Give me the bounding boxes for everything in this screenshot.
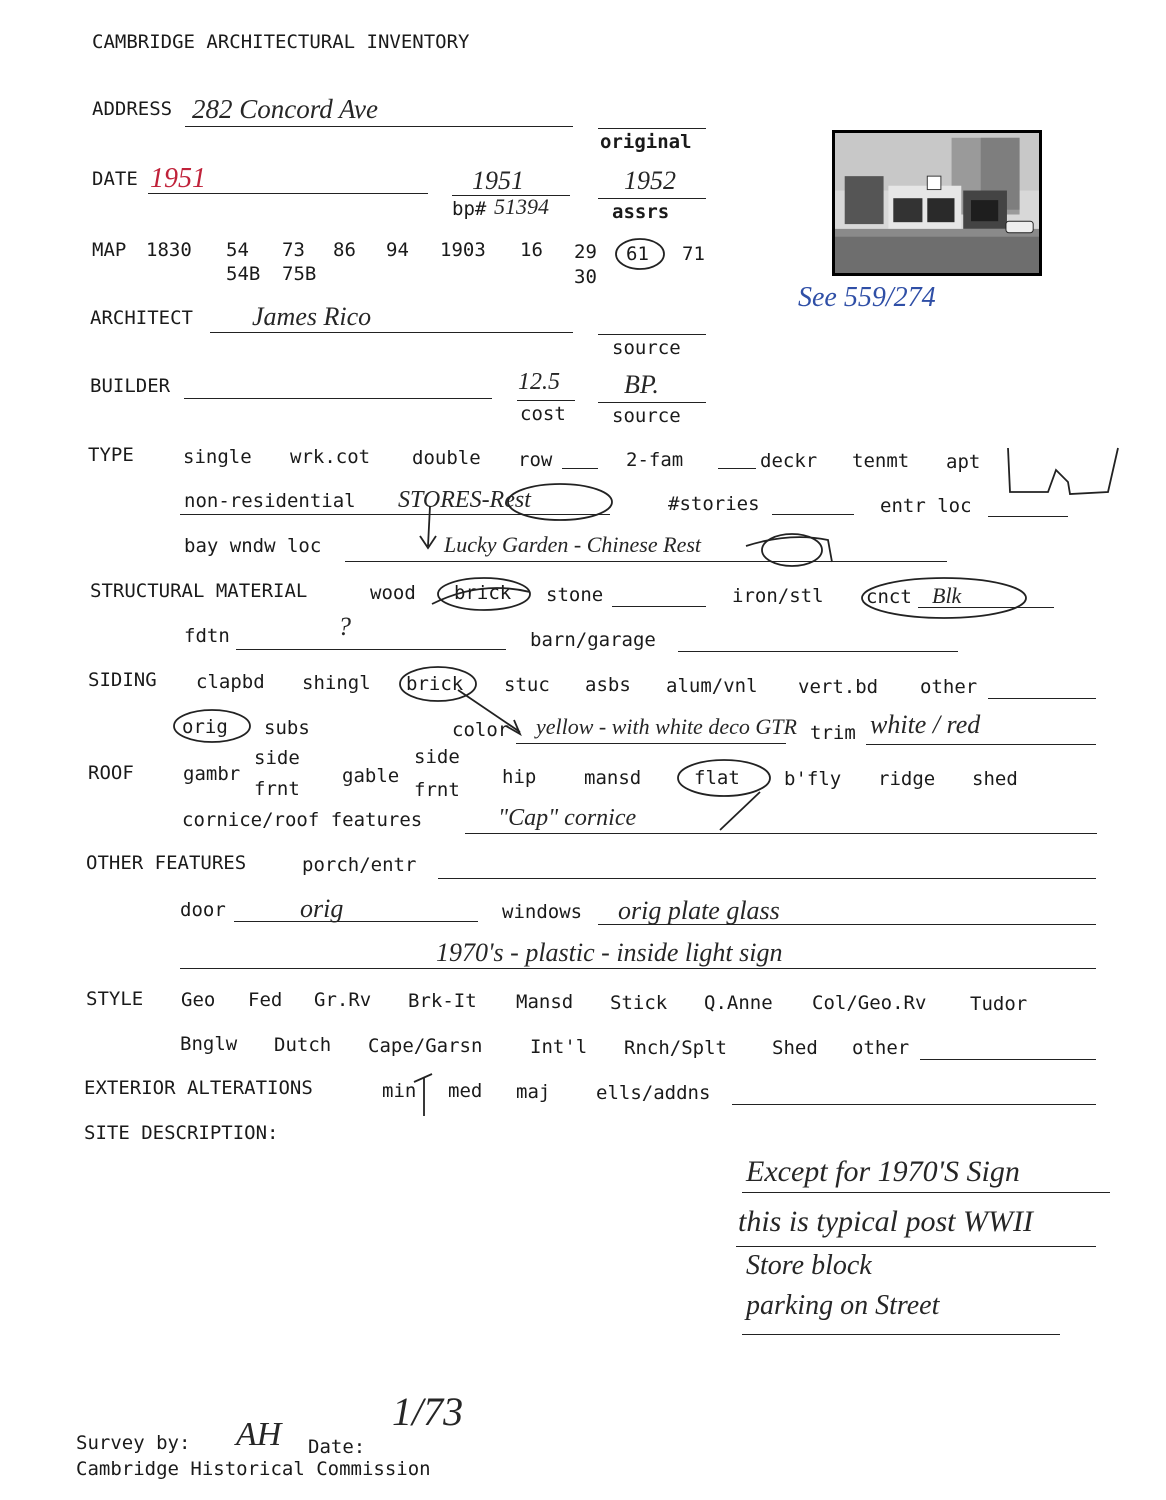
style-shed: Shed (772, 1037, 818, 1059)
color-label: color (452, 719, 510, 741)
roof-label: ROOF (88, 762, 134, 784)
site-note-2: this is typical post WWII (738, 1205, 1033, 1238)
style-mansd: Mansd (516, 991, 574, 1013)
bp-year: 1951 (472, 166, 524, 195)
style-colgeorv: Col/Geo.Rv (812, 992, 927, 1014)
stories-label: #stories (668, 493, 760, 515)
barn-label: barn/garage (530, 629, 656, 651)
date2-value: 1/73 (392, 1389, 464, 1434)
siding-clapbd: clapbd (196, 671, 265, 693)
fdtn-value: ? (338, 612, 351, 641)
style-rnch: Rnch/Splt (624, 1037, 727, 1059)
map-label: MAP (92, 239, 127, 261)
subs-label: subs (264, 717, 310, 739)
map-30: 30 (574, 266, 597, 288)
source-label-2: source (612, 405, 681, 427)
structural-iron: iron/stl (732, 585, 824, 607)
alteration-ells: ells/addns (596, 1082, 711, 1104)
alteration-med: med (448, 1080, 483, 1102)
roof-gable-side: side (414, 746, 460, 768)
style-fed: Fed (248, 989, 283, 1011)
roof-ridge: ridge (878, 768, 936, 790)
map-61: 61 (626, 243, 649, 265)
bay-window-label: bay wndw loc (184, 535, 322, 557)
entr-loc-label: entr loc (880, 495, 972, 517)
map-54b: 54B (226, 263, 261, 285)
bay-window-value: Lucky Garden - Chinese Rest (444, 532, 702, 557)
building-photo (832, 130, 1042, 276)
map-54: 54 (226, 239, 249, 261)
address-label: ADDRESS (92, 98, 173, 120)
siding-alum: alum/vnl (666, 675, 758, 697)
windows-note: 1970's - plastic - inside light sign (436, 938, 783, 967)
windows-label: windows (502, 901, 583, 923)
non-residential-value: STORES-Rest (398, 487, 531, 513)
style-intl: Int'l (530, 1036, 588, 1058)
commission-label: Cambridge Historical Commission (76, 1458, 431, 1480)
siding-other: other (920, 676, 978, 698)
cnct-value: Blk (932, 583, 962, 608)
site-description-label: SITE DESCRIPTION: (84, 1122, 279, 1144)
structural-cnct: cnct (866, 586, 912, 608)
other-features-label: OTHER FEATURES (86, 852, 247, 874)
non-residential-label: non-residential (184, 490, 356, 512)
map-71: 71 (682, 243, 705, 265)
style-qanne: Q.Anne (704, 992, 773, 1014)
roof-gable: gable (342, 765, 400, 787)
date-value: 1951 (150, 163, 206, 194)
mark-min (414, 1074, 432, 1116)
style-tudor: Tudor (970, 993, 1028, 1015)
assrs-label: assrs (612, 201, 670, 223)
map-75b: 75B (282, 263, 317, 285)
roof-mansd: mansd (584, 767, 642, 789)
cost-label: cost (520, 403, 566, 425)
date-label: DATE (92, 168, 138, 190)
roof-hip: hip (502, 766, 537, 788)
roof-bfly: b'fly (784, 768, 842, 790)
siding-vertbd: vert.bd (798, 676, 879, 698)
trim-value: white / red (870, 710, 981, 739)
builder-label: BUILDER (90, 375, 171, 397)
assrs-year: 1952 (624, 166, 676, 195)
windows-value: orig plate glass (618, 896, 780, 925)
map-16: 16 (520, 239, 543, 261)
structural-wood: wood (370, 582, 416, 604)
roof-gambr-frnt: frnt (254, 778, 300, 800)
siding-stuc: stuc (504, 674, 550, 696)
door-value: orig (300, 894, 344, 923)
see-note: See 559/274 (798, 282, 936, 313)
door-label: door (180, 899, 226, 921)
original-label: original (600, 131, 692, 153)
cornice-label: cornice/roof features (182, 809, 423, 831)
siding-label: SIDING (88, 669, 157, 691)
source-label-1: source (612, 337, 681, 359)
type-apt: apt (946, 451, 981, 473)
siding-asbs: asbs (585, 674, 631, 696)
structural-label: STRUCTURAL MATERIAL (90, 580, 308, 602)
structural-stone: stone (546, 584, 604, 606)
map-86: 86 (333, 239, 356, 261)
trim-label: trim (810, 722, 856, 744)
siding-brick: brick (406, 673, 464, 695)
site-note-4: parking on Street (746, 1290, 940, 1321)
style-dutch: Dutch (274, 1034, 332, 1056)
type-double: double (412, 447, 481, 469)
alterations-label: EXTERIOR ALTERATIONS (84, 1077, 313, 1099)
structural-brick: brick (454, 582, 512, 604)
alteration-maj: maj (516, 1081, 551, 1103)
bp-label: bp# (452, 198, 487, 220)
color-value: yellow - with white deco GTR (536, 714, 797, 739)
roof-flat: flat (694, 767, 740, 789)
bracket-lucky-garden (746, 537, 832, 562)
source-value: BP. (624, 370, 659, 399)
type-wrkcot: wrk.cot (290, 446, 371, 468)
type-2fam: 2-fam (626, 449, 684, 471)
form-title: CAMBRIDGE ARCHITECTURAL INVENTORY (92, 31, 470, 53)
siding-shingl: shingl (302, 672, 371, 694)
style-stick: Stick (610, 992, 668, 1014)
porch-label: porch/entr (302, 854, 417, 876)
roof-gambr-side: side (254, 747, 300, 769)
style-other: other (852, 1037, 910, 1059)
alteration-min: min (382, 1080, 417, 1102)
map-29: 29 (574, 241, 597, 263)
map-1830: 1830 (146, 239, 192, 261)
type-row: row (518, 449, 553, 471)
style-label: STYLE (86, 988, 144, 1010)
architect-value: James Rico (252, 302, 372, 331)
fdtn-label: fdtn (184, 625, 230, 647)
style-cape: Cape/Garsn (368, 1035, 483, 1057)
style-geo: Geo (181, 989, 216, 1011)
type-single: single (183, 446, 252, 468)
survey-label: Survey by: (76, 1432, 191, 1454)
address-value: 282 Concord Ave (192, 94, 378, 124)
arrow-flat-cornice (720, 792, 760, 830)
cornice-value: "Cap" cornice (498, 805, 637, 831)
survey-value: AH (236, 1416, 282, 1453)
style-grrv: Gr.Rv (314, 989, 372, 1011)
map-1903: 1903 (440, 239, 486, 261)
roof-shed: shed (972, 768, 1018, 790)
type-deckr: deckr (760, 450, 818, 472)
style-brkit: Brk-It (408, 990, 477, 1012)
type-tenmt: tenmt (852, 450, 910, 472)
site-note-1: Except for 1970'S Sign (746, 1155, 1020, 1188)
site-note-3: Store block (746, 1250, 872, 1281)
bp-number: 51394 (494, 194, 549, 219)
bracket-apt (1008, 448, 1118, 494)
style-bnglw: Bnglw (180, 1033, 238, 1055)
cost-value: 12.5 (518, 369, 560, 395)
date2-label: Date: (308, 1436, 366, 1458)
architect-label: ARCHITECT (90, 307, 193, 329)
roof-gable-frnt: frnt (414, 779, 460, 801)
type-label: TYPE (88, 444, 134, 466)
orig-label: orig (182, 716, 228, 738)
map-94: 94 (386, 239, 409, 261)
map-73: 73 (282, 239, 305, 261)
roof-gambr: gambr (183, 763, 241, 785)
